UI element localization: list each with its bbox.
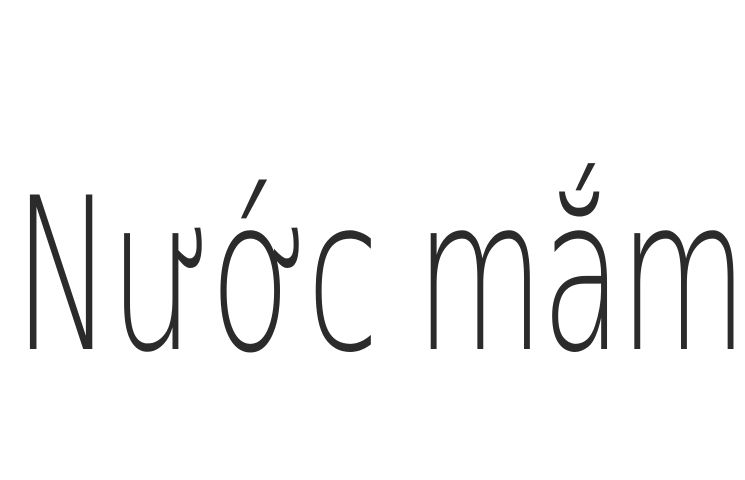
word-text: Nước mắm [14, 152, 745, 399]
